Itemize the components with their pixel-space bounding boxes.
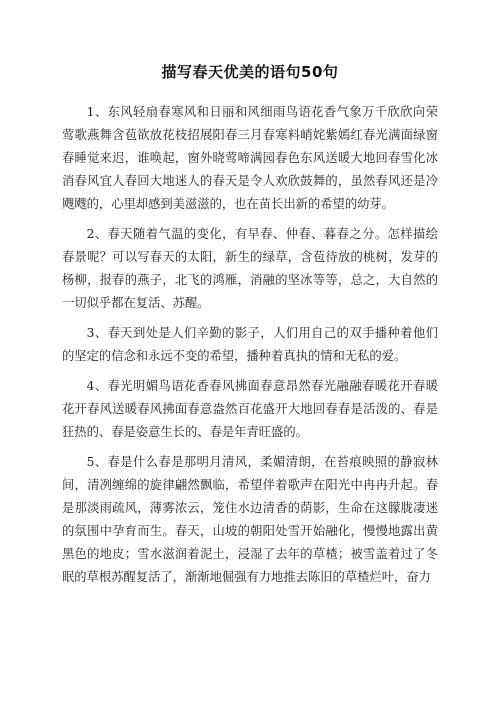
paragraph-4: 4、春光明媚鸟语花香春风拂面春意昂然春光融融春暖花开春暖花开春风送暖春风拂面春意盎然百花盛开大地回春春是活泼的、春是狂热的、春是姿意生长的、春是年青旺盛的。 (62, 379, 438, 439)
document-body (62, 101, 438, 596)
document-title: 描写春天优美的语句50句 (161, 63, 339, 81)
paragraph-2: 2、春天随着气温的变化，有早春、仲春、暮春之分。怎样描绘春景呢？可以写春天的太阳，新生的绿草，含苞待放的桃树，发芽的杨柳，报春的燕子，北飞的鸿雁，消融的坚冰等等，总之，大自然的一切似乎都在复活、苏醒。 (62, 227, 438, 310)
paragraph-5: 5、春是什么春是那明月清风，柔媚清朗，在苔痕映照的静寂林间，清冽缠绵的旋律翩然飘临，希望伴着歌声在阳光中冉冉升起。春是那淡雨疏风，薄雾浓云，笼住水边清香的荫影，生命在这朦胧凄迷的氛围中孕育而生。春天，山坡的朝阳处雪开始融化，慢慢地露出黄黑色的地皮；雪水滋润着泥土，浸湿了去年的草楂；被雪盖着过了冬眠的草根苏醒复活了，渐渐地倔强有力地推去陈旧的草楂烂叶，奋力 (62, 455, 438, 584)
paragraph-3: 3、春天到处是人们辛勤的影子，人们用自己的双手播种着他们的坚定的信念和永远不变的希望，播种着真执的情和无私的爱。 (62, 326, 438, 363)
paragraph-1: 1、东风轻扇春寒风和日丽和风细雨鸟语花香气象万千欣欣向荣莺歌燕舞含苞欲放花枝招展阳春三月春寒料峭姹紫嫣红春光满面绿窗春睡觉来迟，谁唤起，窗外晓莺啼满园春色东风送暖大地回春雪化冰消春风宜人春回大地迷人的春天是令人欢欣鼓舞的，虽然春风还是冷飕飕的，心里却感到美滋滋的，也在苗长出新的希望的幼芽。 (62, 105, 438, 211)
